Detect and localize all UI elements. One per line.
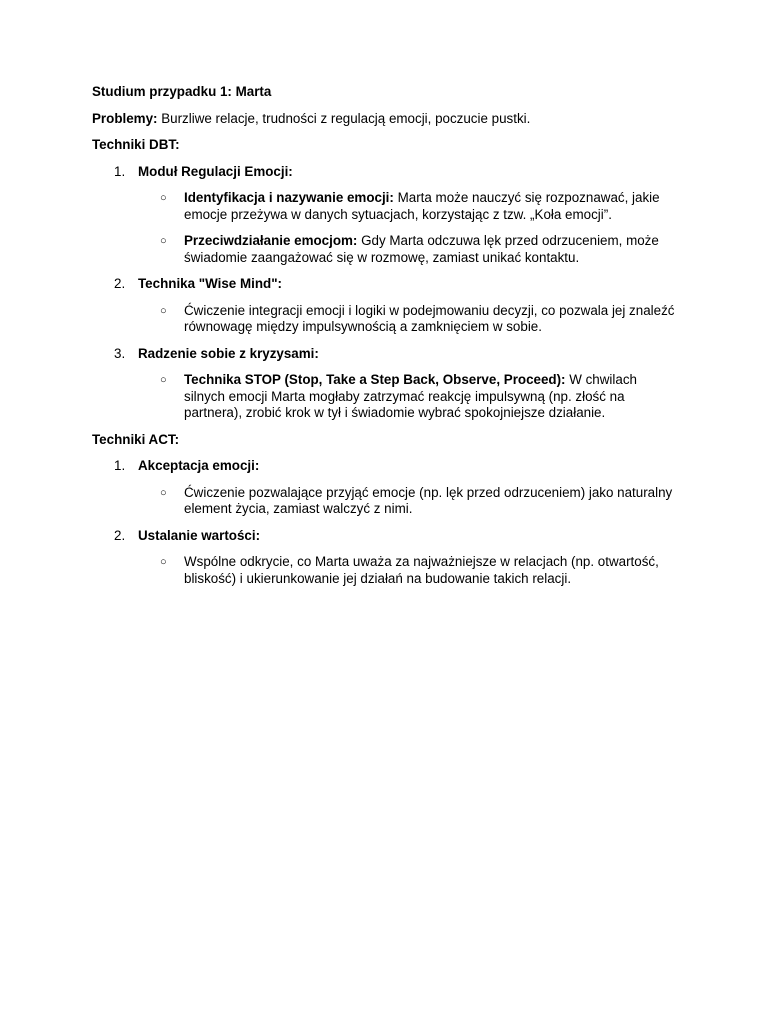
list-item [138,233,692,266]
problems-label: Problemy: [92,110,158,126]
item-title: Radzenie sobie z kryzysami: [138,345,319,361]
sub-body: W chwilach silnych emocji Marta mogłaby zatrzymać reakcję impulsywną (np. złość na partnera), zrobić krok w tył i świadomie wybrać spokojniejsze działanie. [184,372,637,420]
list-item [138,303,692,336]
sub-list [138,303,692,336]
act-heading: Techniki ACT: [92,431,180,447]
bullet-circle-icon: ○ [160,486,167,499]
sub-text: Ćwiczenie pozwalające przyjąć emocje (np. lęk przed odrzuceniem) jako naturalny element życia, zamiast walczyć z nimi. [184,484,673,516]
sub-list [138,485,692,518]
list-number: 2. [114,276,126,291]
sub-bold: Przeciwdziałanie emocjom: [184,233,358,248]
sub-text: Ćwiczenie integracji emocji i logiki w podejmowaniu decyzji, co pozwala jej znaleźć równowagę między impulsywnością a zamknięciem w sobie. [184,302,675,334]
sub-bold: Technika STOP (Stop, Take a Step Back, Observe, Proceed): [184,372,566,387]
bullet-circle-icon: ○ [160,374,167,386]
dbt-heading: Techniki DBT: [92,137,180,152]
sub-text [184,372,676,422]
bullet-circle-icon: ○ [160,192,167,204]
sub-bold: Identyfikacja i nazywanie emocji: [184,190,394,205]
sub-list [138,554,692,587]
sub-body: Gdy Marta odczuwa lęk przed odrzuceniem, może świadomie zaangażować się w rozmowę, zamiast unikać kontaktu. [184,233,659,265]
sub-list [138,372,692,422]
dbt-item-3 [92,346,692,422]
list-number: 2. [114,527,126,543]
dbt-item-1 [92,164,692,267]
item-title: Technika "Wise Mind": [138,276,283,291]
list-number: 1. [114,458,126,473]
sub-text [184,190,676,223]
bullet-circle-icon: ○ [160,235,167,247]
dbt-list [92,164,692,422]
sub-body: Marta może nauczyć się rozpoznawać, jakie emocje przeżywa w danych sytuacjach, korzystając z tzw. „Koła emocji”. [184,190,660,222]
list-item [138,554,692,587]
document-page [92,84,692,597]
item-title: Moduł Regulacji Emocji: [138,163,293,179]
list-item [138,372,692,422]
list-number: 3. [114,345,126,361]
act-item-2 [92,528,692,588]
act-list [92,458,692,587]
item-title: Ustalanie wartości: [138,527,261,543]
problems-text: Burzliwe relacje, trudności z regulacją emocji, poczucie pustki. [157,110,531,126]
sub-text: Wspólne odkrycie, co Marta uważa za najważniejsze w relacjach (np. otwartość, bliskość) i ukierunkowanie jej działań na budowanie takich relacji. [184,554,659,586]
bullet-circle-icon: ○ [160,556,167,568]
bullet-circle-icon: ○ [160,304,167,317]
list-number: 1. [114,163,126,179]
item-title: Akceptacja emocji: [138,458,260,473]
sub-list [138,190,692,266]
list-item [138,190,692,223]
list-item [138,485,692,518]
problems-line [92,111,692,128]
sub-text [184,233,676,266]
document-title: Studium przypadku 1: Marta [92,84,272,99]
act-item-1 [92,458,692,518]
dbt-item-2 [92,276,692,336]
